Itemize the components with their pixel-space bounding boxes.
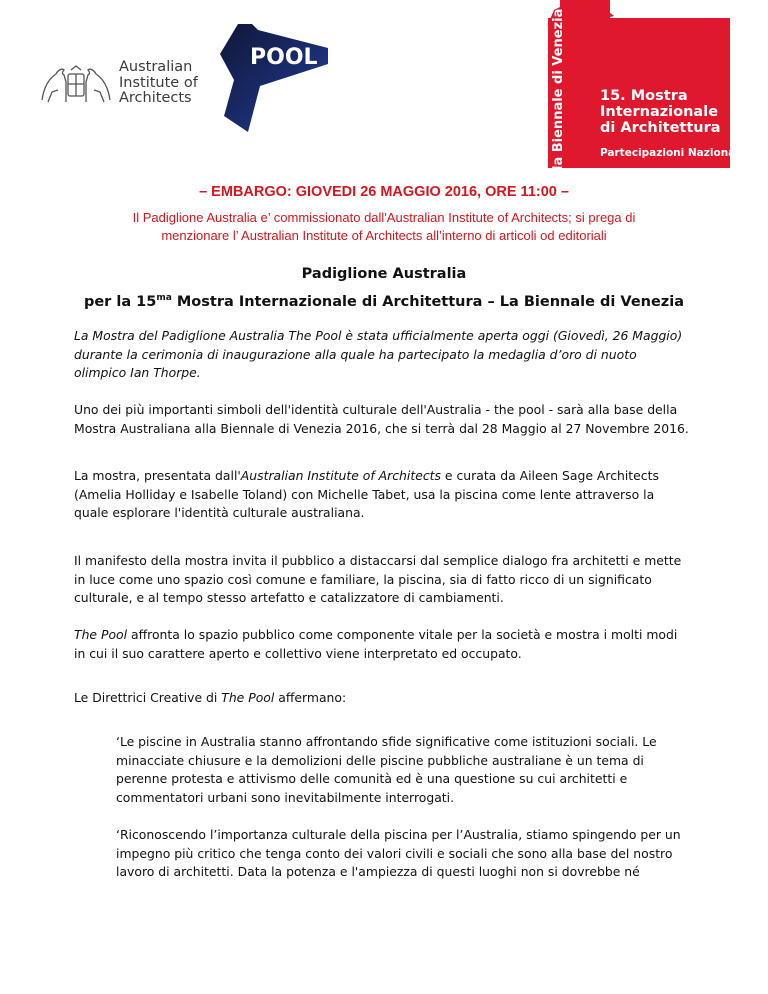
biennale-subtitle: Partecipazioni Nazionali bbox=[600, 147, 743, 159]
title-line-2: per la $15^{ma}$ Mostra Internazionale di Architettura – La Biennale di Venezia bbox=[83, 293, 685, 310]
pool-logo bbox=[218, 20, 330, 136]
aia-crest-icon bbox=[38, 62, 114, 108]
quote-paragraph-1: ‘Le piscine in Australia stanno affrontando sfide significative come istituzioni sociali. Le minacciate chiusure e la demolizioni delle piscine pubbliche australiane è un tema di perenne protesta e attivismo delle comunità ed è una questione su cui architetti e commentatori urbani sono inevitabilmente interrogati. bbox=[116, 734, 657, 805]
quote-paragraph-2: ‘Riconoscendo l’importanza culturale della piscina per l’Australia, stiamo spingendo per un impegno più critico che tenga conto dei valori civili e sociali che sono alla base del nostro lavoro di architetti. Data la potenza e l'ampiezza di questi luoghi non si dovrebbe né bbox=[116, 827, 681, 880]
paragraph-intro: La Mostra del Padiglione Australia The Pool è stata ufficialmente aperta oggi (Giovedì, 26 Maggio) durante la cerimonia di inaugurazione alla quale ha partecipato la medaglia d’oro di nuoto olimpico Ian Thorpe. bbox=[74, 328, 683, 381]
title-line-1: Padiglione Australia bbox=[301, 266, 467, 282]
biennale-vertical-text: la Biennale di Venezia bbox=[551, 8, 566, 170]
paragraph-pool-symbol: Uno dei più importanti simboli dell'identità culturale dell'Australia - the pool - sarà alla base della Mostra Australiana alla Biennale di Venezia 2016, che si terrà dal 28 Maggio al 27 Novembre 2016. bbox=[74, 402, 689, 436]
paragraph-curators: La mostra, presentata dall'Australian Institute of Architects e curata da Aileen Sage Architects (Amelia Holliday e Isabelle Toland) con Michelle Tabet, usa la piscina come lente attraverso la quale esplorare l'identità culturale australiana. bbox=[74, 468, 659, 521]
document-title bbox=[0, 262, 768, 314]
embargo-notice: Il Padiglione Australia e’ commissionato dall'Australian Institute of Architects; si prega di menzionare l’ Australian Institute of Architects all’interno di articoli od editoriali bbox=[132, 210, 636, 243]
embargo-line: – EMBARGO: GIOVEDI 26 MAGGIO 2016, ORE 11:00 – bbox=[199, 184, 569, 200]
pool-logo-text: POOL bbox=[250, 45, 318, 70]
paragraph-public-space: The Pool affronta lo spazio pubblico come componente vitale per la società e mostra i molti modi in cui il suo carattere aperto e collettivo viene interpretato ed occupato. bbox=[74, 627, 678, 661]
paragraph-manifesto: Il manifesto della mostra invita il pubblico a distaccarsi dal semplice dialogo fra architetti e mette in luce come uno spazio così comune e familiare, la piscina, sia di fatto ricco di un significato culturale, e al tempo stesso artefatto e catalizzatore di cambiamenti. bbox=[74, 553, 682, 606]
biennale-title: 15. Mostra Internazionale di Architettura bbox=[600, 88, 721, 136]
aia-wordmark: Australian Institute of Architects bbox=[119, 59, 198, 106]
paragraph-directors: Le Direttrici Creative di The Pool affermano: bbox=[74, 690, 347, 705]
aia-logo bbox=[38, 60, 228, 110]
